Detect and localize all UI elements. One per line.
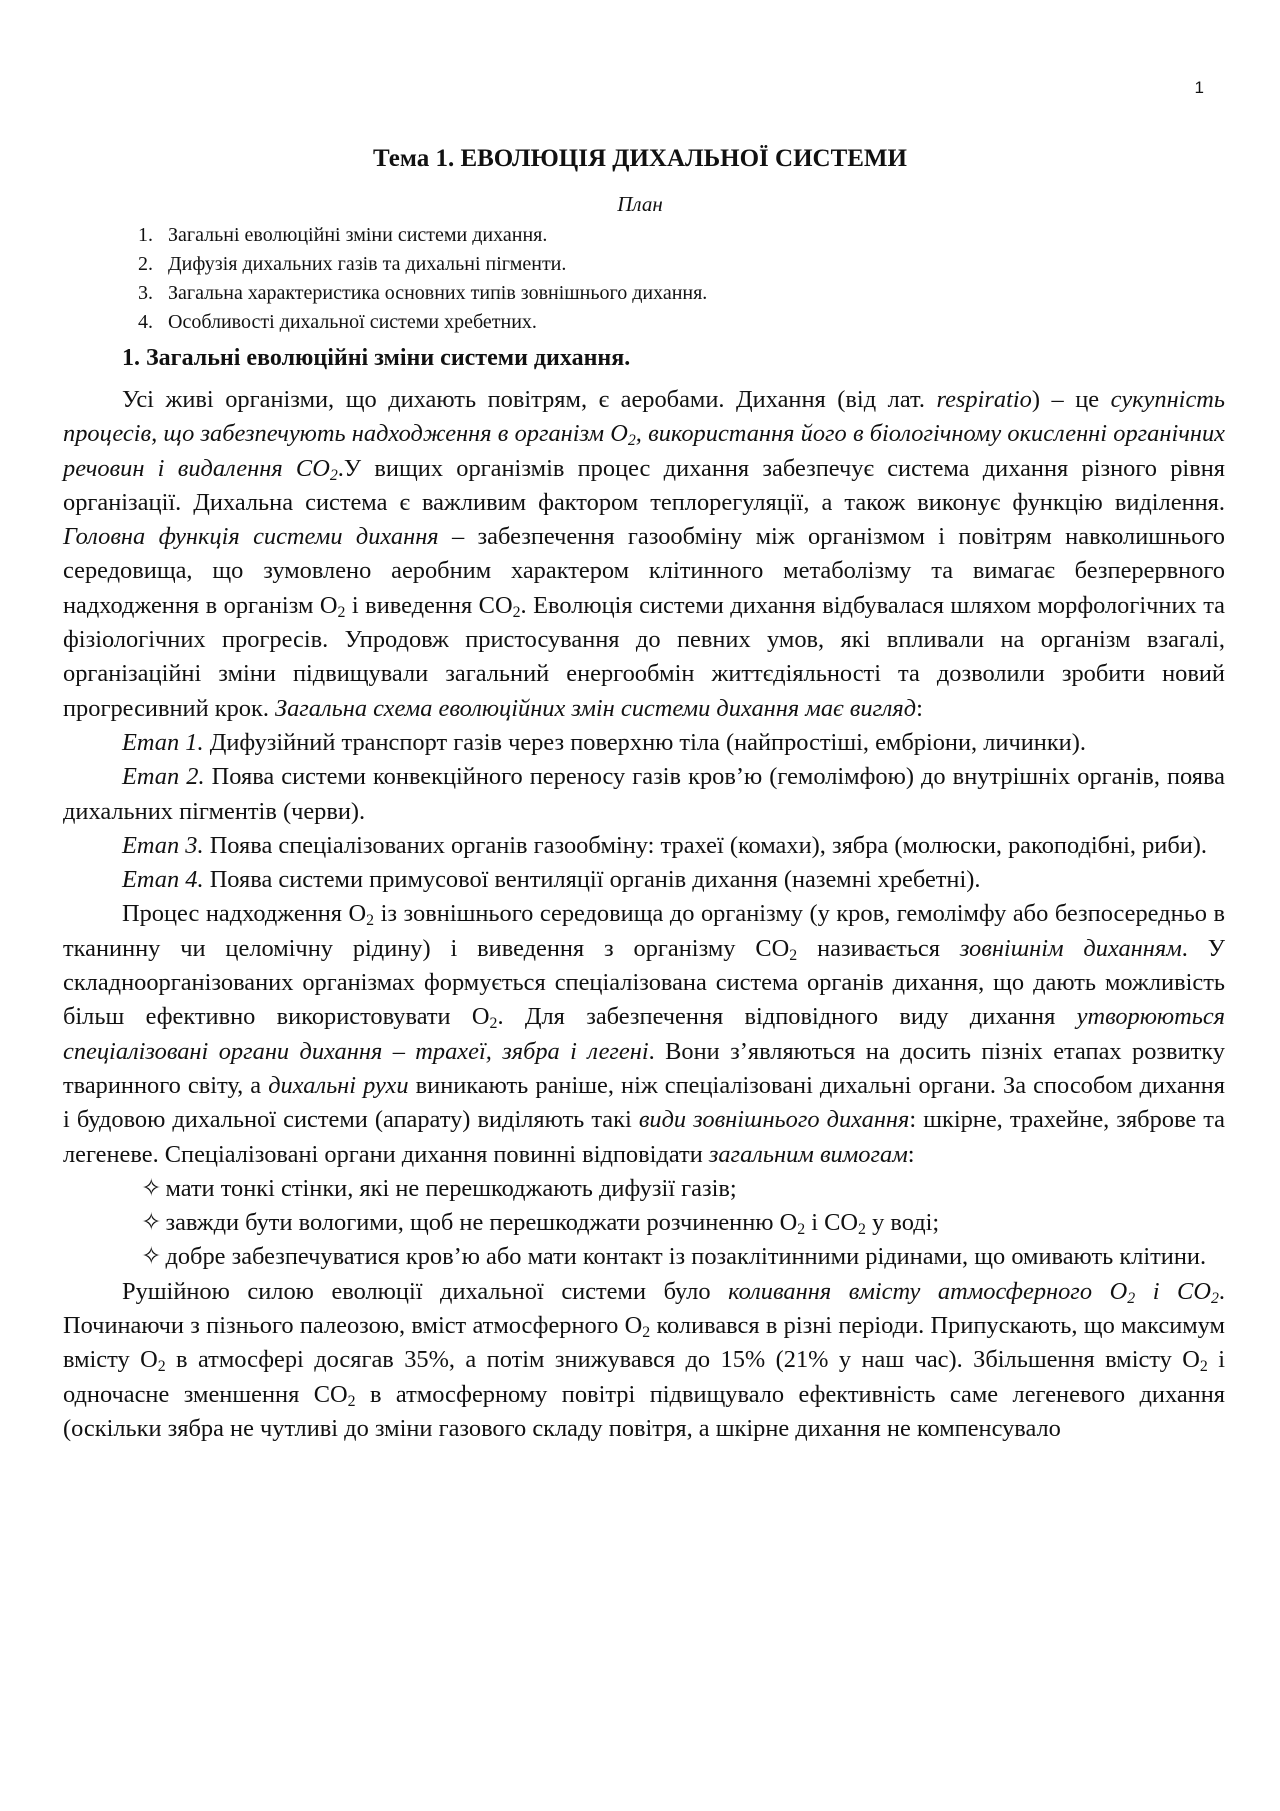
section-heading: 1. Загальні еволюційні зміни системи дихання. bbox=[122, 345, 631, 371]
stage-item: Етап 3. Поява спеціалізованих органів газообміну: трахеї (комахи), зябра (молюски, ракоподібні, риби). bbox=[122, 831, 1208, 859]
requirements-list bbox=[63, 1172, 1225, 1275]
plan-item: 4. Особливості дихальної системи хребетних. bbox=[138, 311, 537, 333]
plan-item: 3. Загальна характеристика основних типів зовнішнього дихання. bbox=[138, 282, 708, 304]
star-bullet-icon: ✧ bbox=[141, 1209, 162, 1237]
star-bullet-icon: ✧ bbox=[141, 1243, 162, 1271]
page-title: Тема 1. ЕВОЛЮЦІЯ ДИХАЛЬНОЇ СИСТЕМИ bbox=[373, 145, 907, 172]
paragraph-external-breathing: Процес надходження $О_2$ із зовнішнього середовища до організму (у кров, гемолімфу або безпосередньо в тканинну чи целомічну рідину) і виведення з організму $СО_2$ називається зовнішнім диханням. У складноорганізованих організмах формується спеціалізована система органів дихання, що дають можливість більш ефективно використовувати $О_2$. Для забезпечення відповідного виду дихання утворюються спеціалізовані органи дихання – трахеї, зябра і легені. Вони з’являються на досить пізніх етапах розвитку тваринного світу, а дихальні рухи виникають раніше, ніж спеціалізовані дихальні органи. За способом дихання і будовою дихальної системи (апарату) виділяють такі види зовнішнього дихання: шкірне, трахейне, зяброве та легеневе. Спеціалізовані органи дихання повинні відповідати загальним вимогам: bbox=[63, 900, 1226, 1168]
plan-label: План bbox=[617, 192, 663, 216]
stage-item: Етап 4. Поява системи примусової вентиляції органів дихання (наземні хребетні). bbox=[122, 866, 981, 894]
paragraph-definition: Усі живі організми, що дихають повітрям, є аеробами. Дихання (від лат. respiratio) – це сукупність процесів, що забезпечують надходження в організм $О_2$, використання його в біологічному окисленні органічних речовин і видалення $СО_2.У$ вищих організмів процес дихання забезпечує система дихання різного рівня організації. Дихальна система є важливим фактором теплорегуляції, а також виконує функцію виділення. Головна функція системи дихання – забезпечення газообміну між організмом і повітрям навколишнього середовища, що зумовлено аеробним характером клітинного метаболізму та вимагає безперервного надходження в організм $О_2$ і виведення $СО_2$. Еволюція системи дихання відбувалася шляхом морфологічних та фізіологічних прогресів. Упродовж пристосування до певних умов, які впливали на організм взагалі, організаційні зміни підвищували загальний енергообмін життєдіяльності та дозволили зробити новий прогресивний крок. Загальна схема еволюційних змін системи дихання має вигляд: bbox=[63, 386, 1226, 722]
plan-item: 1. Загальні еволюційні зміни системи дихання. bbox=[138, 224, 548, 246]
requirement-item: ✧ добре забезпечуватися кров’ю або мати контакт із позаклітинними рідинами, що омивають клітини. bbox=[141, 1243, 1207, 1271]
body-text bbox=[63, 383, 1225, 1446]
star-bullet-icon: ✧ bbox=[141, 1174, 162, 1202]
plan-list bbox=[138, 221, 707, 337]
paragraph-driving-force: Рушійною силою еволюції дихальної системи було коливання вмісту атмосферного $О_2$ і $СО_2$. Починаючи з пізнього палеозою, вміст атмосферного $О_2$ коливався в різні періоди. Припускають, що максимум вмісту $О_2$ в атмосфері досягав 35%, а потім знижувався до 15% (21% у наш час). Збільшення вмісту $О_2$ і одночасне зменшення $СО_2$ в атмосферному повітрі підвищувало ефективність саме легеневого дихання (оскільки зябра не чутливі до зміни газового складу повітря, а шкірне дихання не компенсувало bbox=[63, 1277, 1225, 1442]
page-number: 1 bbox=[1194, 78, 1204, 97]
requirement-item: ✧ мати тонкі стінки, які не перешкоджають дифузії газів; bbox=[141, 1174, 737, 1202]
plan-item: 2. Дифузія дихальних газів та дихальні пігменти. bbox=[138, 253, 567, 275]
stage-item: Етап 1. Дифузійний транспорт газів через поверхню тіла (найпростіші, ембріони, личинки). bbox=[122, 728, 1086, 756]
stage-item: Етап 2. Поява системи конвекційного переносу газів кров’ю (гемолімфою) до внутрішніх органів, поява дихальних пігментів (черви). bbox=[63, 763, 1226, 825]
requirement-item: ✧ завжди бути вологими, щоб не перешкоджати розчиненню $О_2$ і $СО_2$ у воді; bbox=[141, 1209, 940, 1239]
